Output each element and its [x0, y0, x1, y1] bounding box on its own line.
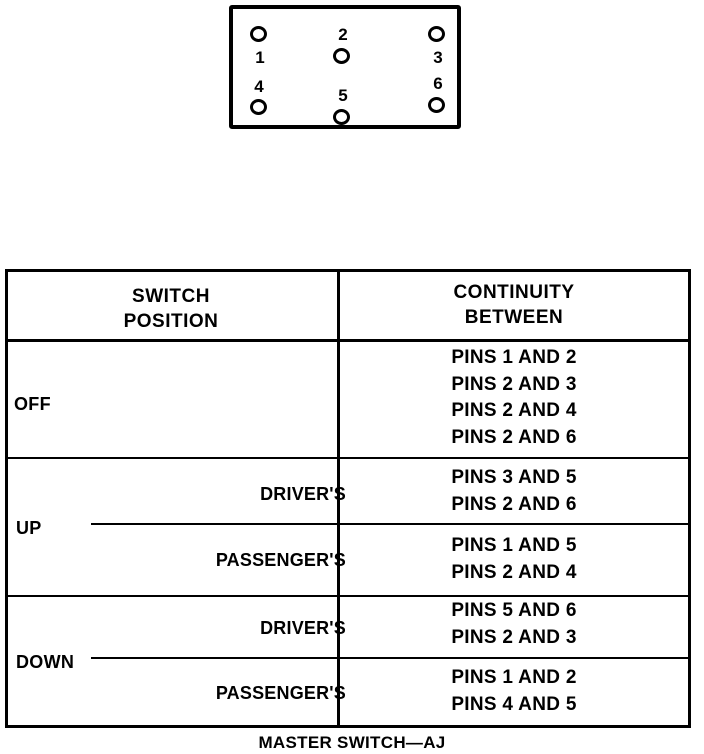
figure-caption: MASTER SWITCH—AJ	[258, 733, 446, 752]
up-passenger-label: PASSENGER'S	[215, 550, 346, 570]
pin-1-hole	[250, 26, 267, 42]
pin-2-number: 2	[338, 25, 348, 44]
down-driver-continuity-item: PINS 5 AND 6	[451, 600, 577, 621]
up-passenger-continuity-item: PINS 1 AND 5	[451, 535, 577, 556]
pin-5-hole	[333, 109, 350, 125]
off-continuity-item: PINS 2 AND 6	[451, 426, 577, 448]
header-switch-line: SWITCH	[132, 286, 210, 307]
off-continuity-item: PINS 2 AND 3	[451, 373, 577, 395]
down-driver-continuity-item: PINS 2 AND 3	[451, 626, 577, 648]
pin-4-number: 4	[254, 77, 264, 96]
up-driver-label: DRIVER'S	[260, 484, 346, 504]
row-label-up: UP	[16, 518, 42, 538]
header-continuity-line: CONTINUITY	[453, 282, 575, 303]
down-passenger-continuity-list	[338, 665, 690, 718]
off-continuity-list	[338, 345, 690, 451]
down-passenger-continuity-item: PINS 1 AND 2	[451, 667, 577, 688]
row-label-off: OFF	[14, 394, 51, 414]
pin-3-hole	[428, 26, 445, 42]
pin-6-hole	[428, 97, 445, 113]
table-border-bottom	[5, 725, 691, 728]
up-passenger-continuity-item: PINS 2 AND 4	[451, 561, 577, 583]
down-passenger-label: PASSENGER'S	[215, 683, 346, 703]
table-border-top	[5, 269, 691, 272]
pin-5-number: 5	[338, 86, 348, 105]
off-continuity-item: PINS 2 AND 4	[451, 400, 577, 421]
off-continuity-item: PINS 1 AND 2	[451, 347, 577, 368]
pin-1-number: 1	[255, 48, 265, 67]
up-subrow-divider	[91, 523, 691, 525]
header-switch-position	[5, 284, 337, 334]
up-down-divider	[5, 595, 691, 597]
pin-6-number: 6	[433, 74, 443, 93]
down-driver-continuity-list	[338, 598, 690, 651]
up-passenger-continuity-list	[338, 533, 690, 586]
up-driver-continuity-item: PINS 2 AND 6	[451, 493, 577, 515]
header-divider	[5, 339, 691, 342]
up-driver-continuity-item: PINS 3 AND 5	[451, 467, 577, 488]
connector-face	[229, 5, 461, 129]
pin-2-hole	[333, 48, 350, 64]
header-position-line: POSITION	[123, 311, 219, 332]
pin-4-hole	[250, 99, 267, 115]
table-border-left	[5, 269, 8, 728]
row-label-down: DOWN	[16, 652, 75, 672]
down-driver-label: DRIVER'S	[260, 618, 346, 638]
off-up-divider	[5, 457, 691, 459]
header-between-line: BETWEEN	[464, 307, 564, 328]
down-passenger-continuity-item: PINS 4 AND 5	[451, 693, 577, 715]
up-driver-continuity-list	[338, 465, 690, 518]
pin-3-number: 3	[433, 48, 443, 67]
down-subrow-divider	[91, 657, 691, 659]
header-continuity-between	[340, 280, 688, 330]
